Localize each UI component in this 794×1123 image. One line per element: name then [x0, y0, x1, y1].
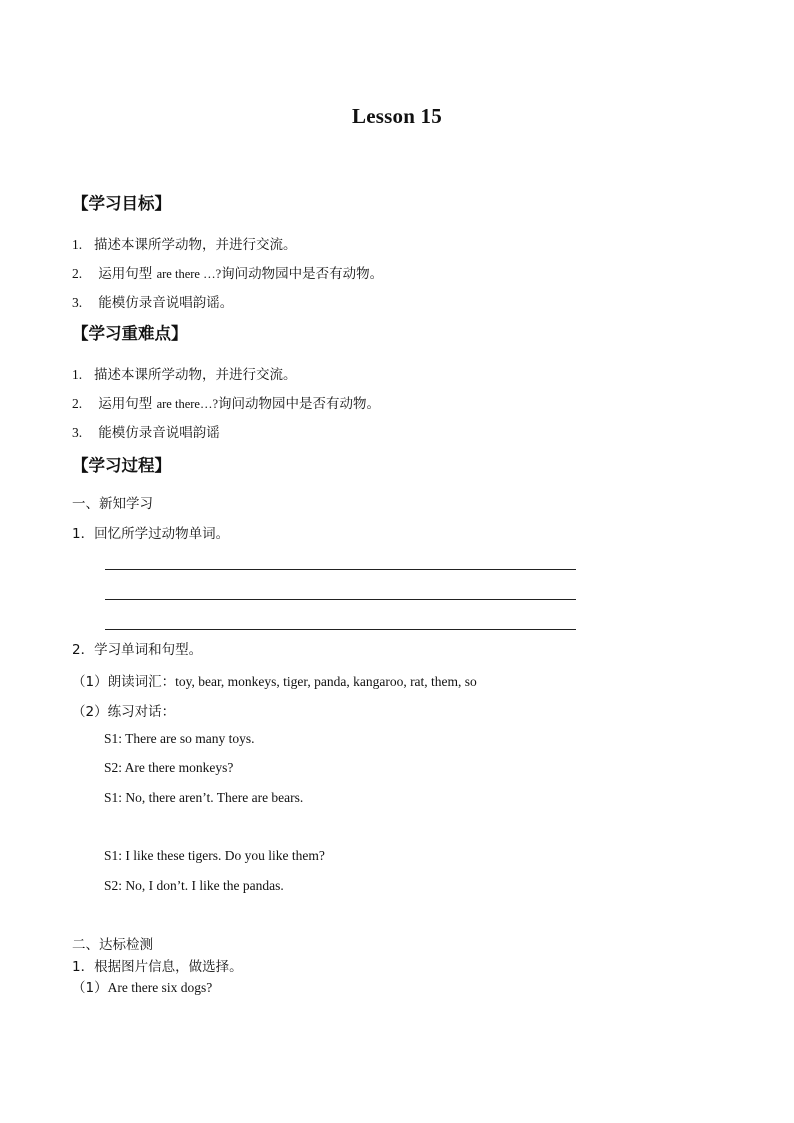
key-point-item-1-number: 1. — [72, 367, 83, 382]
key-point-item-3-number: 3. — [72, 425, 83, 440]
key-point-item-3-text: 能模仿录音说唱韵谣 — [94, 425, 220, 441]
key-point-item-3 — [72, 421, 220, 441]
vocabulary-line — [72, 670, 477, 690]
answer-line-2[interactable] — [105, 599, 576, 600]
part2-title: 二、达标检测 — [72, 937, 153, 953]
dialogue-line-3: S1: No, there aren’t. There are bears. — [104, 790, 304, 805]
vocabulary-words: toy, bear, monkeys, tiger, panda, kangaroo, rat, them, so — [175, 674, 477, 689]
vocabulary-label: （1）朗读词汇： — [72, 674, 176, 690]
key-point-item-2 — [72, 392, 380, 412]
goal-item-2-number: 2. — [72, 266, 83, 281]
key-point-item-2-text-post: 询问动物园中是否有动物。 — [218, 396, 381, 412]
goal-item-1 — [72, 233, 297, 253]
goal-item-3-text: 能模仿录音说唱韵谣。 — [94, 295, 234, 311]
dialogue-line-2: S2: Are there monkeys? — [104, 760, 234, 775]
key-point-item-1 — [72, 363, 297, 383]
part2-sub-question-1 — [72, 976, 212, 996]
key-point-item-1-text: 描述本课所学动物，并进行交流。 — [94, 367, 297, 383]
key-point-item-2-number: 2. — [72, 396, 83, 411]
dialogue-line-4: S1: I like these tigers. Do you like them? — [104, 848, 325, 863]
part2-sub-question-1-text: Are there six dogs? — [107, 980, 213, 995]
goal-item-1-number: 1. — [72, 237, 83, 252]
part2-sub-question-1-label: （1） — [72, 980, 108, 996]
dialogue-label: （2）练习对话： — [72, 704, 176, 720]
section-heading-key-points: 【学习重难点】 — [72, 324, 188, 343]
dialogue-line-5: S2: No, I don’t. I like the pandas. — [104, 878, 284, 893]
part1-question-2: 2．学习单词和句型。 — [72, 642, 203, 658]
part1-question-1: 1．回忆所学过动物单词。 — [72, 526, 230, 542]
part2-question-1: 1．根据图片信息，做选择。 — [72, 959, 243, 975]
answer-line-1[interactable] — [105, 569, 576, 570]
goal-item-2-text-pre: 运用句型 — [94, 266, 157, 282]
key-point-item-2-text-pre: 运用句型 — [94, 396, 157, 412]
part1-title: 一、新知学习 — [72, 496, 153, 512]
dialogue-line-1: S1: There are so many toys. — [104, 731, 255, 746]
section-heading-goals: 【学习目标】 — [72, 194, 171, 213]
page-title: Lesson 15 — [352, 104, 442, 128]
answer-line-3[interactable] — [105, 629, 576, 630]
goal-item-2-text-en: are there …? — [156, 267, 222, 281]
goal-item-2-text-post: 询问动物园中是否有动物。 — [221, 266, 384, 282]
goal-item-1-text: 描述本课所学动物，并进行交流。 — [94, 237, 297, 253]
goal-item-2 — [72, 262, 383, 282]
goal-item-3 — [72, 291, 233, 311]
goal-item-3-number: 3. — [72, 295, 83, 310]
section-heading-process: 【学习过程】 — [72, 456, 171, 475]
key-point-item-2-text-en: are there…? — [156, 397, 219, 411]
